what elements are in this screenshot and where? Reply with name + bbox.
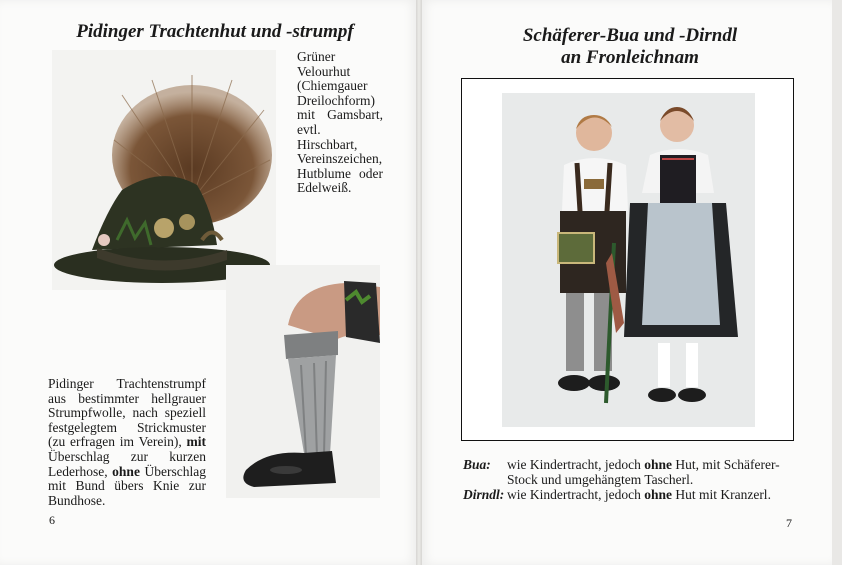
children-illustration — [502, 93, 755, 427]
caption-dirndl-emph: ohne — [644, 487, 672, 502]
caption-bua-text2: Hut, mit Schäferer-Stock und umgehängtem Tascherl. — [507, 457, 780, 487]
caption-dirndl-text1: wie Kindertracht, jedoch — [507, 487, 645, 502]
caption-dirndl-text — [507, 488, 802, 503]
caption-dirndl-term: Dirndl: — [463, 487, 505, 502]
page-number-left: 6 — [49, 513, 55, 527]
left-page-title: Pidinger Trachtenhut und -strumpf — [76, 21, 354, 42]
caption-bua-emph: ohne — [644, 457, 672, 472]
stocking-description-ohne: ohne — [112, 463, 140, 479]
stocking-description-part3: Überschlag mit Bund übers Knie zur Bundhose. — [48, 463, 206, 508]
hat-illustration — [52, 50, 276, 290]
stocking-description-part1: Pidinger Trachtenstrumpf aus bestimmter hellgrauer Strumpfwolle, nach speziell festgelegtem Strickmuster (zu erfragen im Verein), — [48, 376, 206, 450]
right-title-line2: an Fronleichnam — [561, 47, 699, 68]
hat-description: Grüner Velourhut (Chiemgauer Dreilochform) mit Gamsbart, evtl. Hirschbart, Vereinszeichen, Hutblume oder Edelweiß. — [297, 49, 383, 196]
stocking-photo — [226, 265, 380, 498]
stocking-illustration — [226, 265, 380, 498]
caption-bua-text1: wie Kindertracht, jedoch — [507, 457, 645, 472]
hat-photo — [52, 50, 276, 290]
book-spine — [416, 0, 422, 565]
caption-dirndl-text2: Hut mit Kranzerl. — [671, 487, 771, 502]
caption-bua-term: Bua: — [463, 457, 491, 472]
stocking-description-mit: mit — [186, 434, 206, 450]
caption-bua-text — [507, 458, 802, 487]
stocking-description-part2: Überschlag zur kurzen Lederhose, — [48, 448, 206, 479]
stocking-description — [48, 377, 206, 508]
children-photo — [502, 93, 755, 427]
right-title-line1: Schäferer-Bua und -Dirndl — [522, 25, 738, 46]
page-number-right: 7 — [786, 516, 792, 530]
right-page-title — [470, 25, 790, 69]
